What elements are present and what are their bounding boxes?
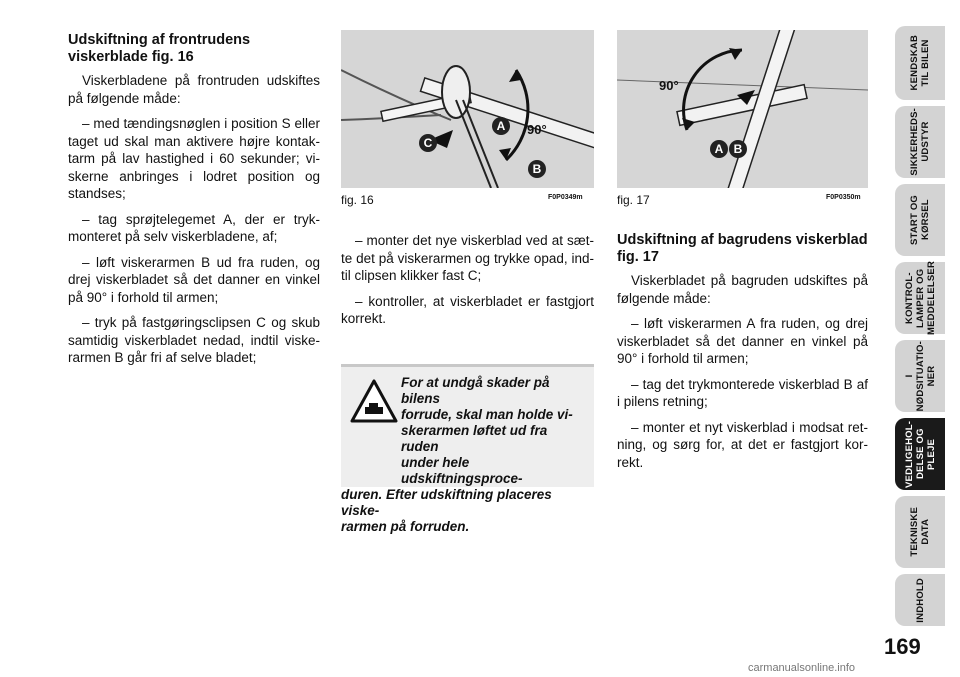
rear-wiper-illustration [617,30,868,188]
paragraph: – løft viskerarmen B ud fra ruden, og drej viskerbladet så det danner en vinkel på 90° i forhold til armen; [68,254,320,305]
figure-16-front-wiper [341,30,594,188]
warning-line: rarmen på forruden. [341,519,470,534]
warning-line: skerarmen løftet ud fra ruden [401,423,548,454]
paragraph: – med tændingsnøglen i position S eller taget ud skal man aktivere højre kontak-tarm på lav hastighed i 60 sekunder; vi-skerne anbringes i lodret position og standses; [68,116,320,201]
angle-label: 90° [659,78,679,93]
paragraph: – tryk på fastgøringsclipsen C og skub samtidig viskerbladet nedad, indtil viske-rarmen B går fri af selve bladet; [68,315,320,365]
section-heading-front: Udskiftning af frontrudens viskerblade fig. 16 [68,32,251,65]
warning-text [341,375,588,535]
tab-tekniske-data[interactable]: TEKNISKE DATA [895,496,945,568]
tab-vedligeholdelse[interactable]: VEDLIGEHOL- DELSE OG PLEJE [895,418,945,490]
figure-code: F0P0350m [826,194,861,201]
paragraph: – tag sprøjtelegemet A, der er tryk-monteret på selv viskerbladene, af; [68,211,320,244]
paragraph: Viskerbladene på frontruden udskiftes på følgende måde: [68,73,320,106]
section-heading-rear: Udskiftning af bagrudens viskerblad fig. 17 [617,232,868,265]
paragraph: – monter det nye viskerblad ved at sæt-te det på viskerarmen og trykke opad, ind-til clipsen klikker fast C; [341,233,594,283]
warning-line: forrude, skal man holde vi- [401,407,573,422]
paragraph: Viskerbladet på bagruden udskiftes på følgende måde: [617,273,868,306]
label-c: C [419,134,437,152]
figure-caption: fig. 16 [341,193,374,207]
tab-kontrollamper[interactable]: KONTROL- LAMPER OG MEDDELELSER [895,262,945,334]
figure-caption: fig. 17 [617,193,650,207]
label-a: A [710,140,728,158]
front-wiper-illustration [341,30,594,188]
column-rear-wiper [617,232,868,479]
warning-line: under hele udskiftningsproce- [401,455,523,486]
tab-nodsituationer[interactable]: I NØDSITUATIO- NER [895,340,945,412]
column-mount-instructions [341,232,594,336]
warning-line: duren. Efter udskiftning placeres viske- [341,487,552,518]
paragraph: – monter et nyt viskerblad i modsat ret-ning, og sørg for, at det er fastgjort kor-rekt. [617,419,868,470]
paragraph: – løft viskerarmen A fra ruden, og drej viskerbladet så det danner en vinkel på 90° i forhold til armen; [617,316,868,366]
label-b: B [729,140,747,158]
tab-indhold[interactable]: INDHOLD [895,574,945,626]
warning-line: For at undgå skader på bilens [401,375,550,406]
label-b: B [528,160,546,178]
column-front-wiper [68,32,320,375]
footer-watermark: carmanualsonline.info [748,662,856,674]
label-a: A [492,117,510,135]
figure-17-rear-wiper [617,30,868,188]
paragraph: – tag det trykmonterede viskerblad B af i pilens retning; [617,376,868,409]
tab-kendskab-til-bilen[interactable]: KENDSKAB TIL BILEN [895,26,945,100]
warning-box [341,364,594,534]
figure-code: F0P0349m [548,194,583,201]
angle-label: 90° [527,122,547,137]
tab-sikkerhedsudstyr[interactable]: SIKKERHEDS- UDSTYR [895,106,945,178]
paragraph: – kontroller, at viskerbladet er fastgjort korrekt. [341,293,594,326]
page-number: 169 [884,634,921,659]
tab-start-og-korsel[interactable]: START OG KØRSEL [895,184,945,256]
